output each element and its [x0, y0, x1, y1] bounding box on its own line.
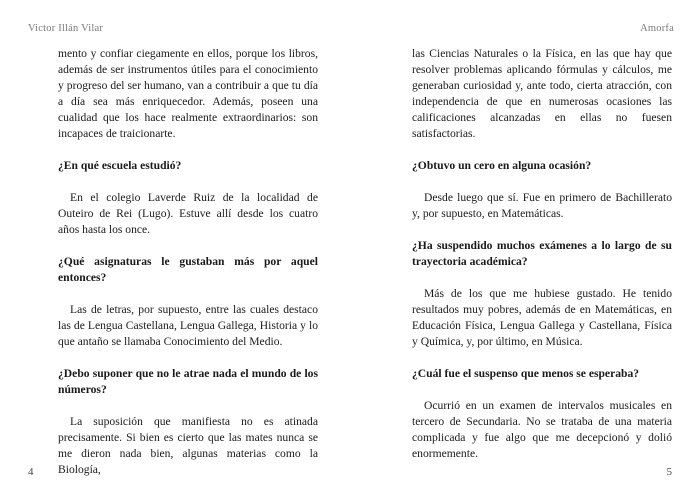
page-number: 5 [666, 466, 672, 478]
paragraph: Desde luego que sí. Fue en primero de Bachillerato y, por supuesto, en Matemáticas. [412, 191, 672, 220]
question-heading: ¿Ha suspendido muchos exámenes a lo largo de su trayectoria académica? [412, 239, 672, 268]
text-block [412, 46, 672, 462]
paragraph: mento y confiar ciegamente en ellos, porque los libros, además de ser instrumentos útiles para el conocimiento y progreso del ser humano, van a contribuir a que tu día a día sea más enriquecedor. Además, poseen una cualidad que los hace realmente extraordinarios: son incapaces de traicionarte. [58, 47, 318, 140]
paragraph: En el colegio Laverde Ruiz de la localidad de Outeiro de Rei (Lugo). Estuve allí desde los cuatro años hasta los once. [58, 191, 318, 236]
question-heading: ¿Debo suponer que no le atrae nada el mundo de los números? [58, 367, 318, 396]
right-page [350, 0, 700, 500]
paragraph: Ocurrió en un examen de intervalos musicales en tercero de Secundaria. No se trataba de una materia complicada y fue algo que me decepcionó y dolió enormemente. [412, 399, 672, 460]
running-head-author: Victor Illán Vilar [28, 23, 104, 34]
text-block [58, 46, 318, 478]
question-heading: ¿Obtuvo un cero en alguna ocasión? [412, 159, 592, 172]
question-heading: ¿Qué asignaturas le gustaban más por aquel entonces? [58, 255, 318, 284]
paragraph: La suposición que manifiesta no es atinada precisamente. Si bien es cierto que las mates nunca se me dieron nada bien, algunas materias como la Biología, [58, 415, 318, 476]
question-heading: ¿Cuál fue el suspenso que menos se esperaba? [412, 367, 640, 380]
paragraph: Las de letras, por supuesto, entre las cuales destaco las de Lengua Castellana, Lengua Gallega, Historia y lo que antaño se llamaba Conocimiento del Medio. [58, 303, 318, 348]
paragraph: Más de los que me hubiese gustado. He tenido resultados muy pobres, además de en Matemáticas, en Educación Física, Lengua Gallega y Castellana, Física y Química, y, por último, en Música. [412, 287, 672, 348]
paragraph: las Ciencias Naturales o la Física, en las que hay que resolver problemas aplicando fórmulas y cálculos, me generaban curiosidad y, ante todo, cierta atracción, con independencia de que en numerosas ocasiones las calificaciones alcanzadas en ellas no fuesen satisfactorias. [412, 47, 672, 140]
page-number: 4 [28, 466, 34, 478]
question-heading: ¿En qué escuela estudió? [58, 159, 182, 172]
running-head-title: Amorfa [640, 23, 674, 34]
